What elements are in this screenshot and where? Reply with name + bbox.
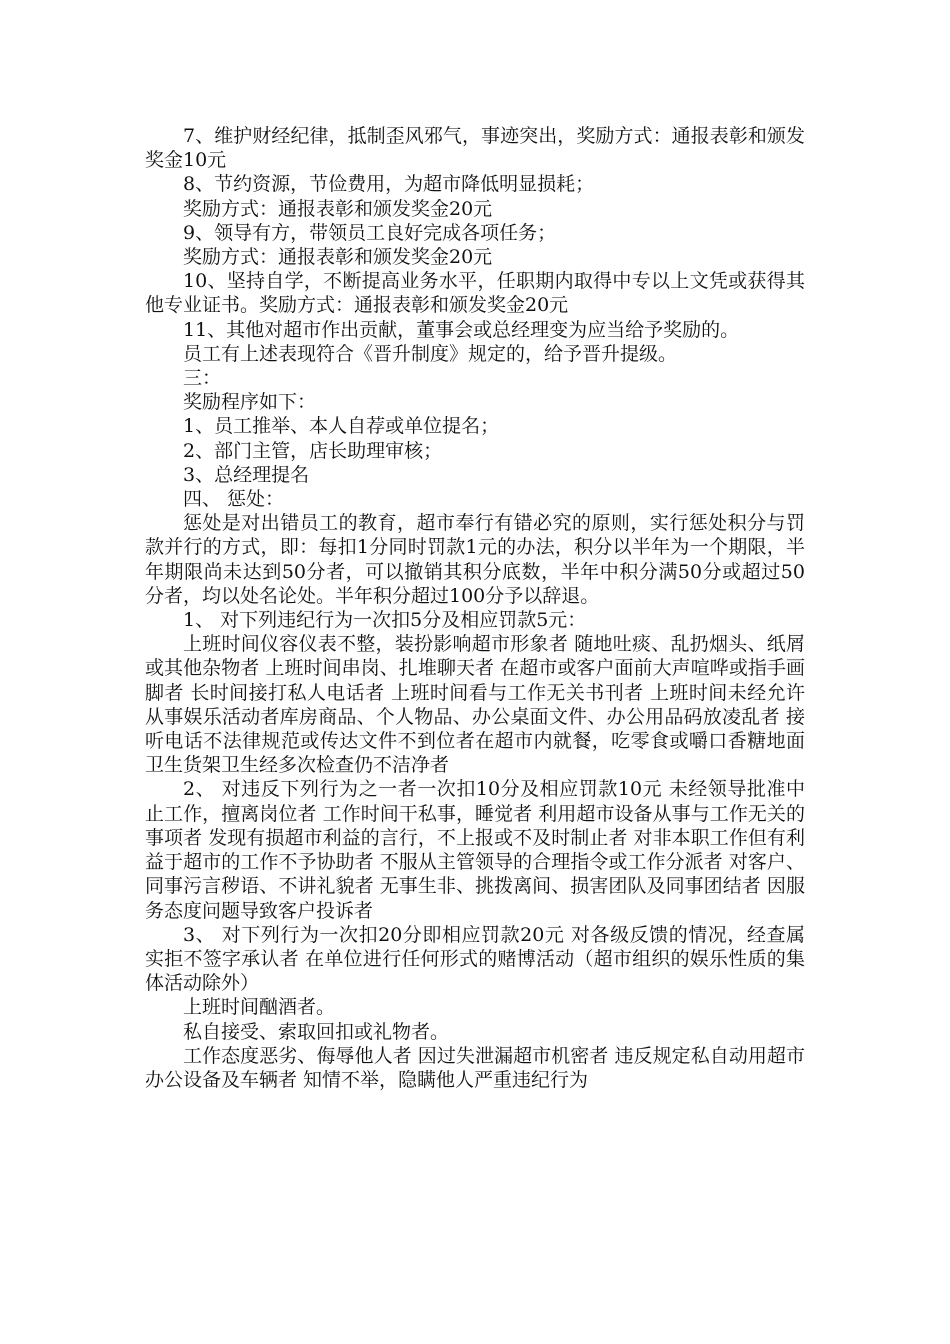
penalty-item-1-heading: 1、 对下列违纪行为一次扣5分及相应罚款5元： [183,609,587,632]
procedure-step-1: 1、员工推举、本人自荐或单位提名； [183,415,500,438]
paragraph-promotion: 员工有上述表现符合《晋升制度》规定的，给予晋升提级。 [183,342,678,365]
penalty-item-1-details: 上班时间仪容仪表不整，装扮影响超市形象者 随地吐痰、乱扔烟头、纸屑或其他杂物者 上班时间串岗、扎堆聊天者 在超市或客户面前大声喧哗或指手画脚者 长时间接打私人电话者 上班时间看与工作无关书刊者 上班时间未经允许从事娱乐活动者库房商品、个人物品、办公桌面文件、办公用品码放凌乱者 接听电话不法律规范或传达文件不到位者在超市内就餐，吃零食或嚼口香糖地面卫生货架卫生经多次检查仍不洁净者 [145,633,805,777]
penalty-item-3-attitude: 工作态度恶劣、侮辱他人者 因过失泄漏超市机密者 违反规定私自动用超市办公设备及车辆者 知情不举，隐瞒他人严重违纪行为 [145,1044,805,1091]
paragraph-reward-11: 11、其他对超市作出贡献，董事会或总经理变为应当给予奖励的。 [183,318,740,341]
penalty-item-2: 2、 对违反下列行为之一者一次扣10分及相应罚款10元 未经领导批准中止工作，擅离岗位者 工作时间干私事，睡觉者 利用超市设备从事与工作无关的事项者 发现有损超市利益的言行，不上报或不及时制止者 对非本职工作但有利益于超市的工作不予协助者 不服从主管领导的合理指令或工作分派者 对客户、同事污言秽语、不讲礼貌者 无事生非、挑拨离间、损害团队及同事团结者 因服务态度问题导致客户投诉者 [145,778,805,922]
procedure-step-2: 2、部门主管，店长助理审核； [183,439,443,462]
paragraph-reward-8-method: 奖励方式：通报表彰和颁发奖金20元 [183,197,493,220]
paragraph-reward-8: 8、节约资源，节俭费用，为超市降低明显损耗； [183,173,595,196]
document-page [145,124,805,1092]
section-heading-3: 三： [183,367,222,390]
paragraph-reward-9-method: 奖励方式：通报表彰和颁发奖金20元 [183,246,493,269]
penalty-item-3: 3、 对下列行为一次扣20分即相应罚款20元 对各级反馈的情况，经查属实拒不签字承认者 在单位进行任何形式的赌博活动（超市组织的娱乐性质的集体活动除外） [145,923,805,995]
procedure-step-3: 3、总经理提名 [183,463,310,486]
penalty-item-3-bribes: 私自接受、索取回扣或礼物者。 [183,1020,450,1043]
paragraph-penalty-intro: 惩处是对出错员工的教育，超市奉行有错必究的原则，实行惩处积分与罚款并行的方式，即：每扣1分同时罚款1元的办法，积分以半年为一个期限，半年期限尚未达到50分者，可以撤销其积分底数，半年中积分满50分或超过50分者，均以处名论处。半年积分超过100分予以辞退。 [145,512,805,607]
penalty-item-3-drinking: 上班时间酗酒者。 [183,996,336,1019]
paragraph-reward-9: 9、领导有方，带领员工良好完成各项任务； [183,221,557,244]
paragraph-reward-7: 7、维护财经纪律，抵制歪风邪气，事迹突出，奖励方式：通报表彰和颁发奖金10元 [145,125,805,172]
section-heading-4: 四、 惩处： [183,488,285,511]
paragraph-reward-procedure: 奖励程序如下： [183,391,317,414]
paragraph-reward-10: 10、坚持自学，不断提高业务水平，任职期内取得中专以上文凭或获得其他专业证书。奖励方式：通报表彰和颁发奖金20元 [145,270,805,317]
